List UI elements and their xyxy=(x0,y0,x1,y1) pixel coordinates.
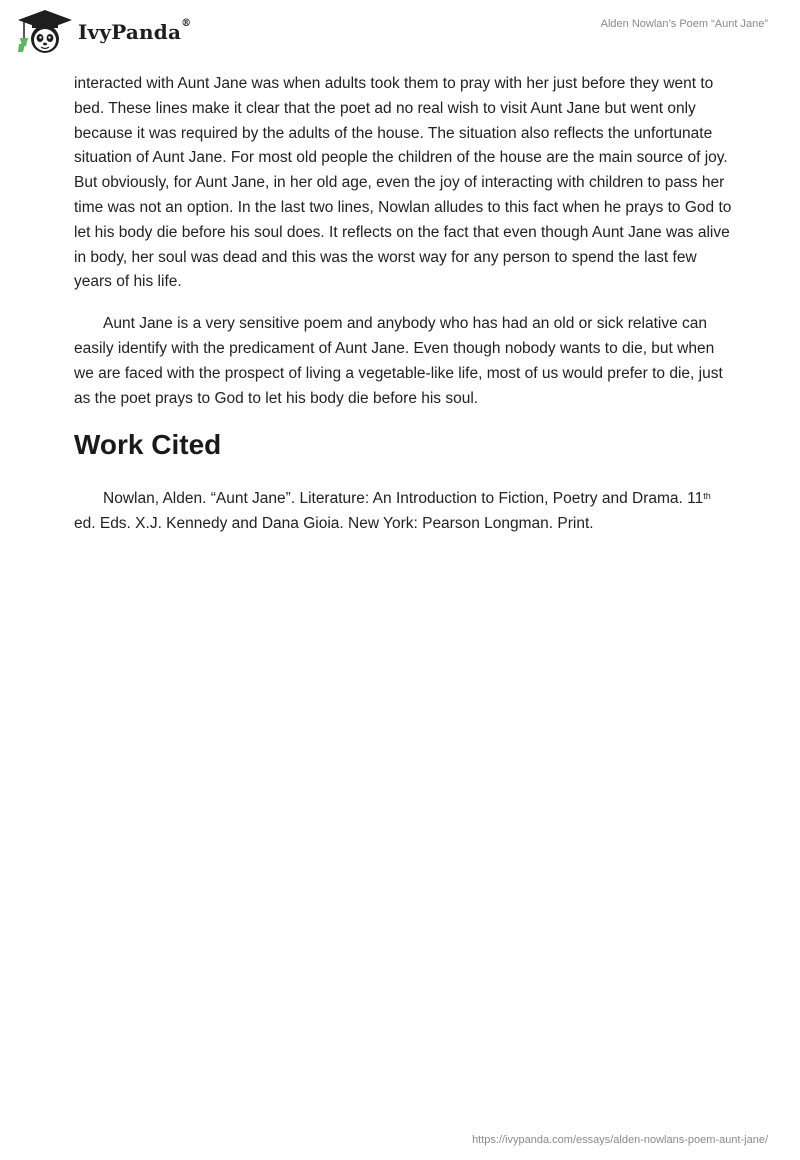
document-title: Alden Nowlan’s Poem “Aunt Jane” xyxy=(600,18,768,30)
registered-mark: ® xyxy=(181,18,192,29)
panda-graduate-icon xyxy=(14,8,76,56)
page-header xyxy=(0,0,800,70)
body-paragraph: interacted with Aunt Jane was when adults took them to pray with her just before they went to bed. These lines make it clear that the poet ad no real wish to visit Aunt Jane but went only because it was required by the adults of the house. The situation also reflects the unfortunate situation of Aunt Jane. For most old people the children of the house are the main source of joy. But obviously, for Aunt Jane, in her old age, even the joy of interacting with children to pass her time was not an option. In the last two lines, Nowlan alludes to this fact when he prays to God to let his body die before his soul does. It reflects on the fact that even though Aunt Jane was alive in body, her soul was dead and this was the worst way for any person to spend the last few years of his life. xyxy=(74,75,732,291)
brand-name: IvyPanda® xyxy=(78,18,192,44)
essay-content xyxy=(74,72,734,536)
brand-logo[interactable] xyxy=(14,8,191,56)
section-heading: Work Cited xyxy=(74,429,222,461)
body-paragraph: Aunt Jane is a very sensitive poem and anybody who has had an old or sick relative can easily identify with the predicament of Aunt Jane. Even though nobody wants to die, but when we are faced with the prospect of living a vegetable-like life, most of us would prefer to die, just as the poet prays to God to let his body die before his soul. xyxy=(74,315,723,407)
citation-entry: Nowlan, Alden. “Aunt Jane”. Literature: An Introduction to Fiction, Poetry and Drama. 11th ed. Eds. X.J. Kennedy and Dana Gioia. New York: Pearson Longman. Print. xyxy=(74,490,711,533)
source-url-link[interactable]: https://ivypanda.com/essays/alden-nowlans-poem-aunt-jane/ xyxy=(472,1134,768,1146)
citation-superscript: th xyxy=(703,491,711,502)
